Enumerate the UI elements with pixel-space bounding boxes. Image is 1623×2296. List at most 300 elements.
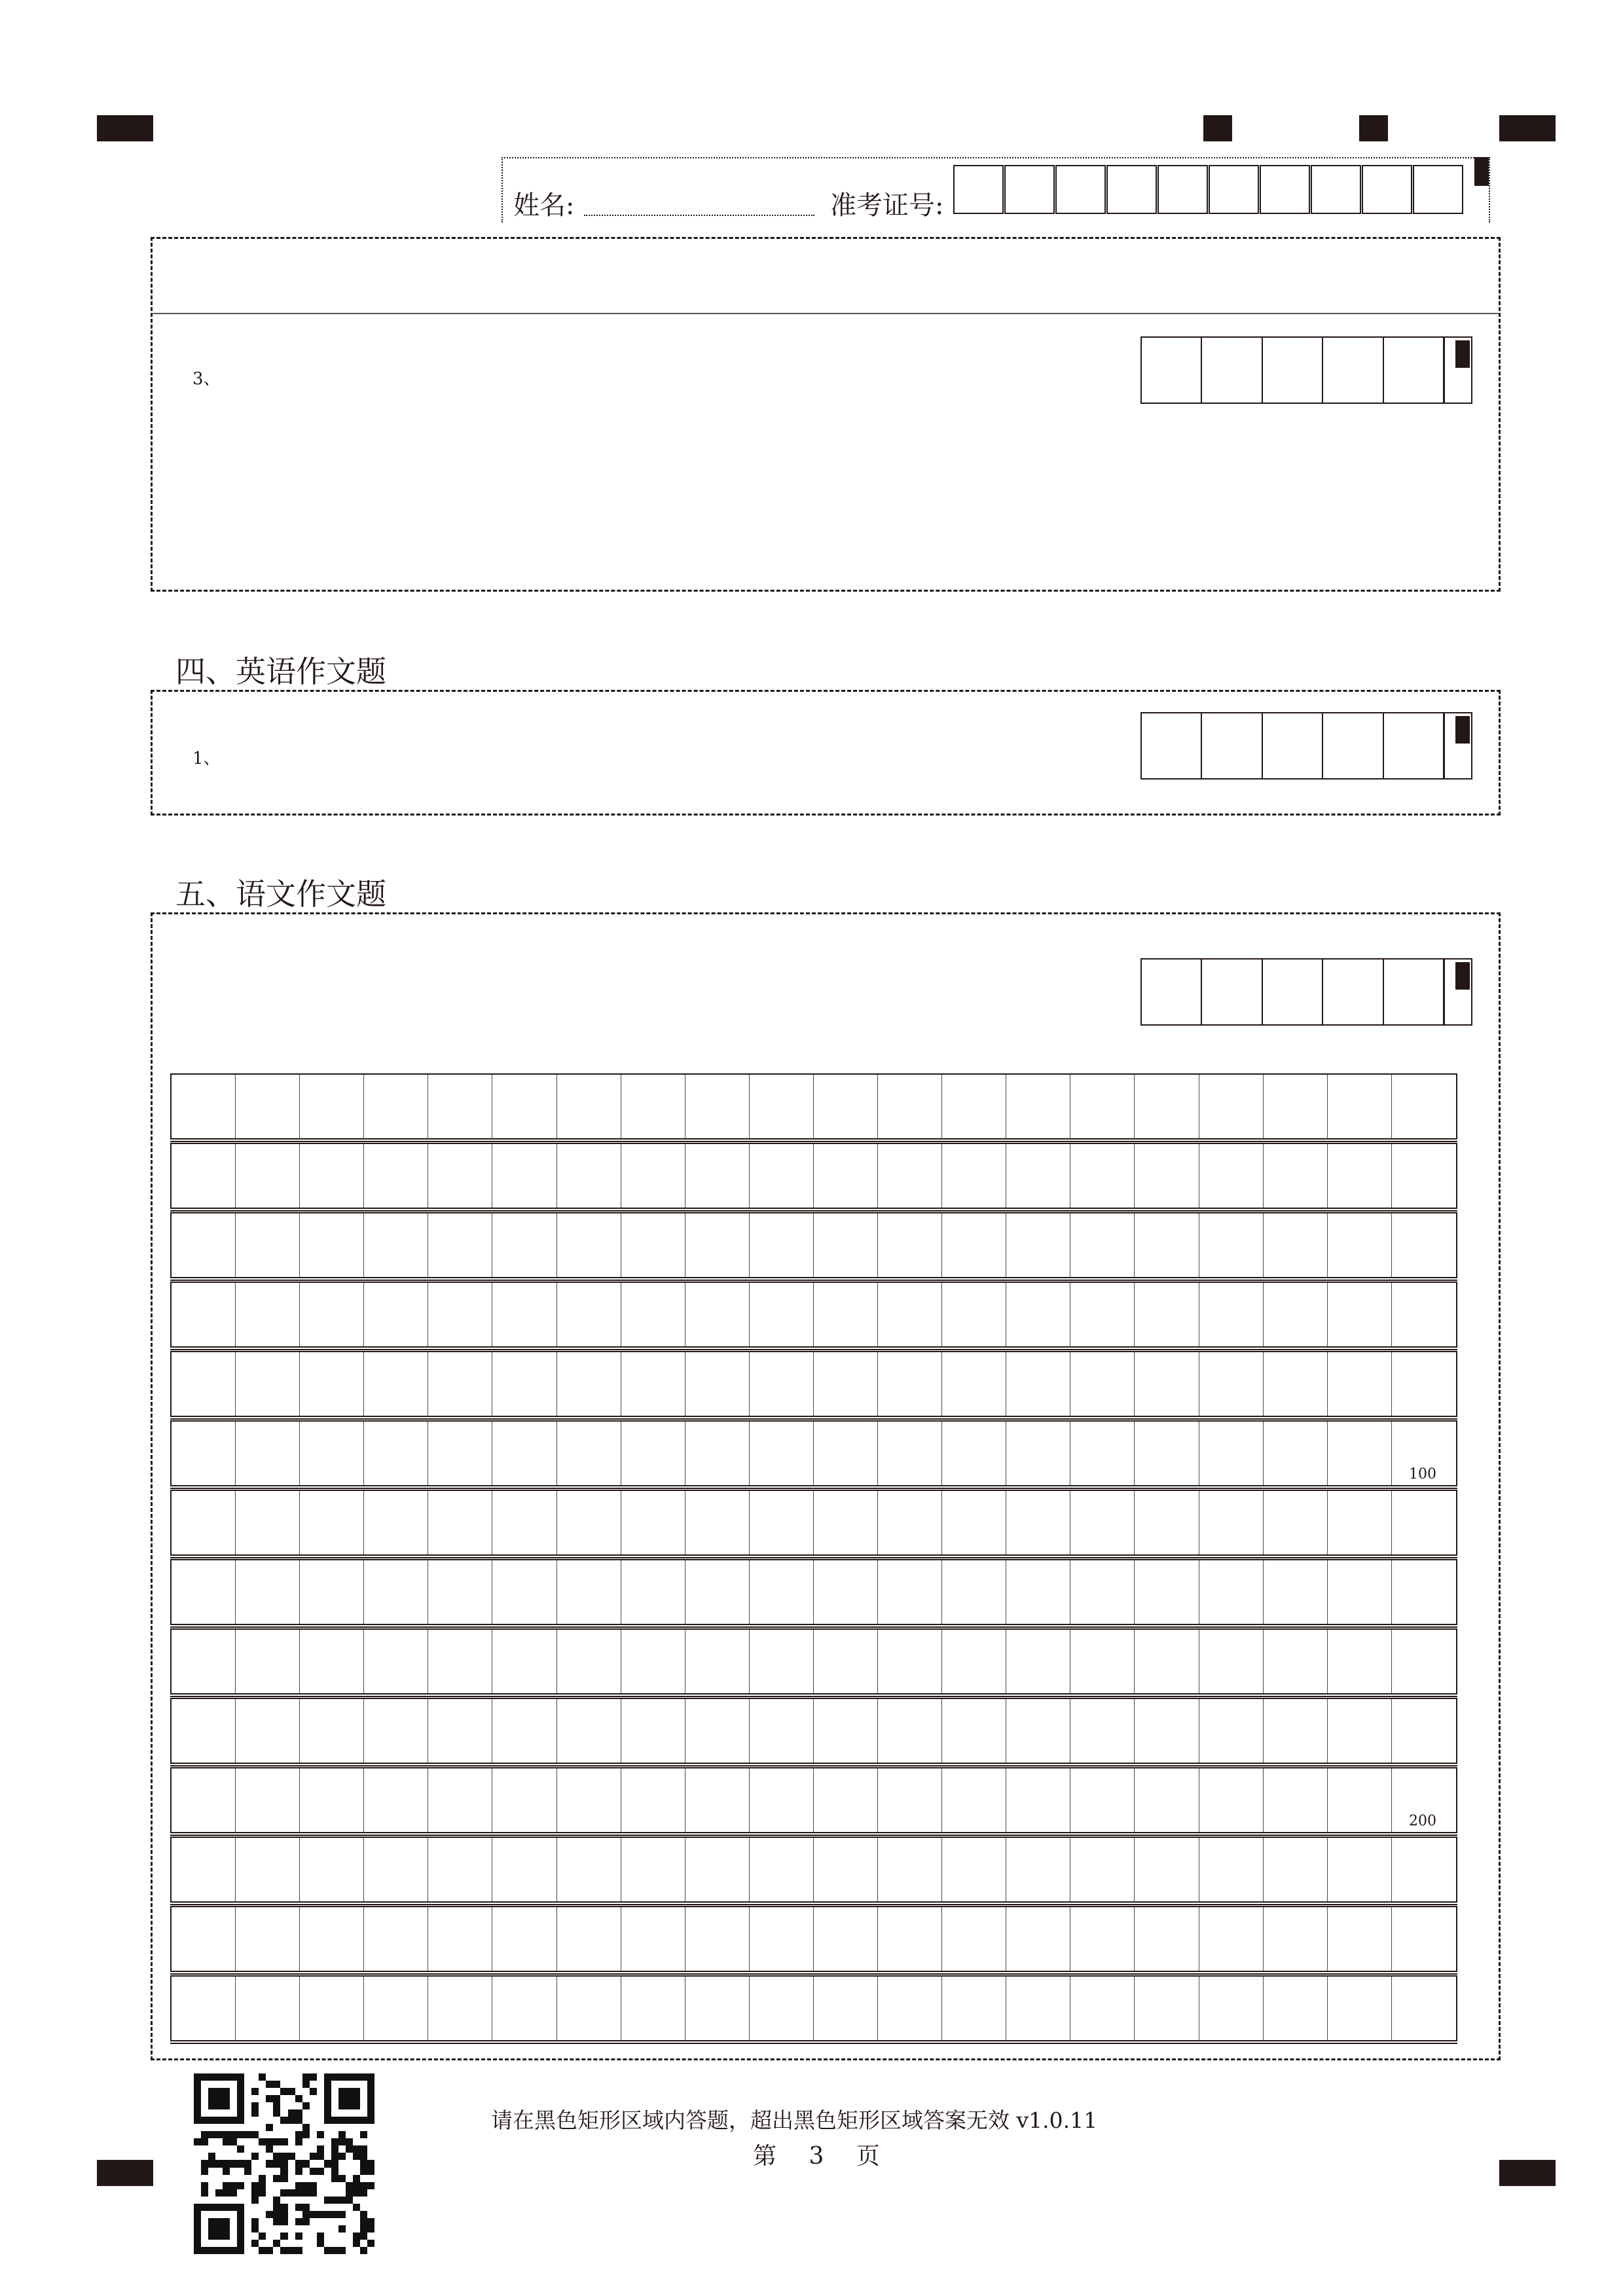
composition-cell[interactable] [942, 1422, 1006, 1485]
composition-cell[interactable] [300, 1630, 364, 1693]
composition-cell[interactable] [1006, 1699, 1070, 1763]
composition-cell[interactable] [814, 1352, 878, 1416]
composition-cell[interactable] [1392, 1907, 1456, 1971]
composition-cell[interactable] [493, 1768, 557, 1832]
composition-cell[interactable] [1328, 1075, 1392, 1138]
composition-cell[interactable] [1264, 1075, 1328, 1138]
composition-cell[interactable] [1264, 1907, 1328, 1971]
composition-cell[interactable] [878, 1213, 942, 1277]
composition-cell[interactable] [364, 1838, 428, 1901]
composition-cell[interactable] [300, 1213, 364, 1277]
composition-cell[interactable] [750, 1838, 814, 1901]
composition-cell[interactable] [685, 1977, 750, 2040]
composition-cell[interactable] [493, 1491, 557, 1554]
composition-cell[interactable] [1264, 1630, 1328, 1693]
composition-cell[interactable] [300, 1699, 364, 1763]
composition-cell[interactable] [1135, 1422, 1199, 1485]
composition-cell[interactable] [172, 1838, 236, 1901]
composition-cell[interactable] [814, 1075, 878, 1138]
score-cell[interactable] [1262, 958, 1323, 1026]
composition-cell[interactable] [1199, 1907, 1264, 1971]
composition-cell[interactable] [942, 1699, 1006, 1763]
composition-cell[interactable] [878, 1768, 942, 1832]
composition-cell[interactable] [493, 1977, 557, 2040]
composition-cell[interactable] [878, 1075, 942, 1138]
composition-cell[interactable] [1135, 1352, 1199, 1416]
composition-cell[interactable] [1264, 1491, 1328, 1554]
composition-cell[interactable] [1199, 1699, 1264, 1763]
score-cell[interactable] [1383, 958, 1444, 1026]
composition-cell[interactable] [557, 1075, 621, 1138]
composition-cell[interactable] [557, 1907, 621, 1971]
composition-cell[interactable] [1070, 1630, 1135, 1693]
composition-cell[interactable] [172, 1630, 236, 1693]
composition-cell[interactable] [428, 1144, 492, 1208]
composition-cell[interactable] [1070, 1422, 1135, 1485]
composition-cell[interactable] [1006, 1907, 1070, 1971]
composition-cell[interactable] [1392, 1630, 1456, 1693]
composition-cell[interactable] [814, 1422, 878, 1485]
composition-cell[interactable] [364, 1699, 428, 1763]
composition-cell[interactable] [493, 1422, 557, 1485]
score-box[interactable] [1140, 958, 1472, 1026]
composition-cell[interactable] [621, 1283, 685, 1346]
composition-cell[interactable] [1070, 1907, 1135, 1971]
composition-cell[interactable] [172, 1283, 236, 1346]
composition-cell[interactable] [1328, 1560, 1392, 1624]
composition-cell[interactable] [493, 1283, 557, 1346]
composition-cell[interactable] [493, 1075, 557, 1138]
composition-cell[interactable] [300, 1838, 364, 1901]
composition-cell[interactable] [1135, 1283, 1199, 1346]
composition-cell[interactable] [942, 1630, 1006, 1693]
composition-cell[interactable] [493, 1907, 557, 1971]
composition-cell[interactable] [942, 1075, 1006, 1138]
composition-cell[interactable] [750, 1907, 814, 1971]
composition-cell[interactable] [1392, 1075, 1456, 1138]
composition-cell[interactable] [236, 1144, 300, 1208]
score-cell[interactable] [1201, 712, 1262, 780]
composition-cell[interactable] [236, 1213, 300, 1277]
composition-cell[interactable] [621, 1977, 685, 2040]
score-cell[interactable] [1201, 336, 1262, 404]
composition-cell[interactable] [493, 1630, 557, 1693]
composition-cell[interactable] [236, 1768, 300, 1832]
composition-cell[interactable] [1328, 1907, 1392, 1971]
score-cell[interactable] [1383, 336, 1444, 404]
composition-cell[interactable] [172, 1560, 236, 1624]
composition-cell[interactable] [685, 1144, 750, 1208]
composition-cell[interactable] [172, 1075, 236, 1138]
composition-cell[interactable] [814, 1907, 878, 1971]
composition-cell[interactable] [1199, 1630, 1264, 1693]
composition-cell[interactable] [172, 1977, 236, 2040]
composition-cell[interactable] [428, 1283, 492, 1346]
composition-cell[interactable] [236, 1352, 300, 1416]
composition-cell[interactable] [1006, 1144, 1070, 1208]
composition-cell[interactable] [1006, 1560, 1070, 1624]
score-cell[interactable] [1262, 712, 1323, 780]
composition-cell[interactable] [557, 1560, 621, 1624]
composition-cell[interactable] [1328, 1422, 1392, 1485]
composition-cell[interactable] [428, 1630, 492, 1693]
composition-cell[interactable] [236, 1422, 300, 1485]
composition-cell[interactable] [1264, 1838, 1328, 1901]
composition-cell[interactable] [300, 1144, 364, 1208]
composition-cell[interactable] [942, 1768, 1006, 1832]
composition-cell[interactable] [493, 1144, 557, 1208]
composition-cell[interactable] [750, 1768, 814, 1832]
composition-cell[interactable] [942, 1838, 1006, 1901]
composition-cell[interactable] [172, 1422, 236, 1485]
composition-cell[interactable] [942, 1144, 1006, 1208]
composition-cell[interactable] [428, 1977, 492, 2040]
composition-cell[interactable] [300, 1422, 364, 1485]
composition-cell[interactable] [750, 1213, 814, 1277]
composition-cell[interactable] [685, 1422, 750, 1485]
score-cell[interactable] [1383, 712, 1444, 780]
composition-cell[interactable] [1070, 1838, 1135, 1901]
composition-cell[interactable] [878, 1144, 942, 1208]
composition-cell[interactable] [1328, 1768, 1392, 1832]
composition-cell[interactable] [300, 1075, 364, 1138]
composition-cell[interactable] [428, 1838, 492, 1901]
composition-cell[interactable] [621, 1630, 685, 1693]
score-box[interactable] [1140, 712, 1472, 780]
composition-cell[interactable] [814, 1144, 878, 1208]
composition-cell[interactable] [750, 1283, 814, 1346]
composition-cell[interactable] [621, 1560, 685, 1624]
composition-cell[interactable] [878, 1838, 942, 1901]
composition-cell[interactable] [1006, 1977, 1070, 2040]
composition-cell[interactable] [1328, 1213, 1392, 1277]
composition-cell[interactable] [621, 1768, 685, 1832]
composition-cell[interactable] [750, 1560, 814, 1624]
composition-cell[interactable] [1006, 1075, 1070, 1138]
composition-cell[interactable] [364, 1075, 428, 1138]
composition-cell[interactable] [814, 1560, 878, 1624]
name-field[interactable] [584, 215, 814, 216]
composition-cell[interactable] [364, 1907, 428, 1971]
composition-cell[interactable] [428, 1768, 492, 1832]
composition-cell[interactable] [428, 1422, 492, 1485]
composition-cell[interactable] [1392, 1144, 1456, 1208]
composition-cell[interactable] [172, 1352, 236, 1416]
composition-cell[interactable] [1135, 1977, 1199, 2040]
composition-cell[interactable] [1328, 1144, 1392, 1208]
score-cell[interactable] [1140, 712, 1202, 780]
composition-cell[interactable] [557, 1352, 621, 1416]
composition-cell[interactable] [685, 1768, 750, 1832]
composition-cell[interactable] [814, 1283, 878, 1346]
composition-cell[interactable] [750, 1491, 814, 1554]
composition-cell[interactable] [1070, 1491, 1135, 1554]
composition-cell[interactable] [236, 1977, 300, 2040]
composition-cell[interactable] [300, 1768, 364, 1832]
composition-cell[interactable] [1199, 1491, 1264, 1554]
composition-cell[interactable] [621, 1144, 685, 1208]
composition-cell[interactable] [878, 1699, 942, 1763]
composition-cell[interactable] [1070, 1768, 1135, 1832]
composition-cell[interactable] [878, 1422, 942, 1485]
composition-cell[interactable] [1199, 1075, 1264, 1138]
composition-cell[interactable] [1070, 1977, 1135, 2040]
composition-cell[interactable] [236, 1699, 300, 1763]
composition-cell[interactable] [300, 1352, 364, 1416]
composition-cell[interactable] [1135, 1144, 1199, 1208]
score-cell[interactable] [1201, 958, 1262, 1026]
composition-cell[interactable] [364, 1768, 428, 1832]
composition-cell[interactable] [1264, 1768, 1328, 1832]
composition-cell[interactable] [172, 1768, 236, 1832]
composition-cell[interactable] [493, 1699, 557, 1763]
composition-cell[interactable] [300, 1977, 364, 2040]
composition-cell[interactable] [557, 1699, 621, 1763]
composition-cell[interactable] [428, 1560, 492, 1624]
composition-cell[interactable] [1070, 1213, 1135, 1277]
composition-cell[interactable] [1264, 1422, 1328, 1485]
exam-id-digit-cell[interactable] [1158, 165, 1208, 214]
composition-cell[interactable] [1006, 1422, 1070, 1485]
composition-cell[interactable] [1006, 1768, 1070, 1832]
composition-cell[interactable] [1264, 1560, 1328, 1624]
score-cell[interactable] [1262, 336, 1323, 404]
composition-cell[interactable] [942, 1352, 1006, 1416]
composition-cell[interactable] [364, 1560, 428, 1624]
composition-cell[interactable] [685, 1907, 750, 1971]
composition-cell[interactable] [1135, 1768, 1199, 1832]
composition-cell[interactable] [1392, 1283, 1456, 1346]
composition-cell[interactable] [750, 1144, 814, 1208]
composition-cell[interactable] [814, 1213, 878, 1277]
composition-cell[interactable] [1328, 1283, 1392, 1346]
composition-cell[interactable] [493, 1560, 557, 1624]
composition-cell[interactable] [172, 1907, 236, 1971]
composition-cell[interactable] [942, 1907, 1006, 1971]
composition-cell[interactable] [1392, 1560, 1456, 1624]
exam-id-digit-cell[interactable] [1004, 165, 1055, 214]
composition-cell[interactable] [621, 1699, 685, 1763]
exam-id-digit-cell[interactable] [1311, 165, 1361, 214]
composition-cell[interactable] [1199, 1838, 1264, 1901]
composition-cell[interactable] [750, 1630, 814, 1693]
exam-id-digit-cell[interactable] [953, 165, 1004, 214]
composition-cell[interactable] [172, 1491, 236, 1554]
composition-cell[interactable] [1135, 1907, 1199, 1971]
composition-cell[interactable] [236, 1491, 300, 1554]
composition-cell[interactable] [557, 1213, 621, 1277]
composition-cell[interactable] [364, 1977, 428, 2040]
composition-cell[interactable] [557, 1630, 621, 1693]
composition-cell[interactable] [428, 1213, 492, 1277]
composition-cell[interactable] [1264, 1144, 1328, 1208]
composition-cell[interactable] [685, 1213, 750, 1277]
composition-cell[interactable] [878, 1283, 942, 1346]
composition-cell[interactable] [878, 1560, 942, 1624]
composition-cell[interactable] [878, 1491, 942, 1554]
exam-id-digit-cell[interactable] [1106, 165, 1157, 214]
composition-cell[interactable] [1135, 1630, 1199, 1693]
composition-cell[interactable] [557, 1491, 621, 1554]
composition-cell[interactable] [364, 1422, 428, 1485]
composition-cell[interactable] [1199, 1422, 1264, 1485]
composition-cell[interactable] [236, 1630, 300, 1693]
composition-cell[interactable] [750, 1075, 814, 1138]
composition-cell[interactable] [1070, 1075, 1135, 1138]
composition-cell[interactable] [1070, 1560, 1135, 1624]
composition-cell[interactable] [493, 1838, 557, 1901]
composition-cell[interactable] [1199, 1560, 1264, 1624]
composition-cell[interactable] [364, 1283, 428, 1346]
composition-cell[interactable] [236, 1907, 300, 1971]
composition-cell[interactable] [942, 1213, 1006, 1277]
composition-cell[interactable] [814, 1838, 878, 1901]
composition-cell[interactable] [557, 1144, 621, 1208]
composition-cell[interactable] [1264, 1283, 1328, 1346]
composition-cell[interactable] [942, 1491, 1006, 1554]
composition-cell[interactable] [557, 1977, 621, 2040]
composition-cell[interactable] [1392, 1491, 1456, 1554]
composition-cell[interactable] [621, 1075, 685, 1138]
composition-cell[interactable] [750, 1977, 814, 2040]
composition-cell[interactable] [1199, 1144, 1264, 1208]
composition-cell[interactable] [557, 1422, 621, 1485]
composition-cell[interactable] [364, 1352, 428, 1416]
composition-cell[interactable] [621, 1491, 685, 1554]
composition-cell[interactable] [1135, 1838, 1199, 1901]
composition-cell[interactable] [1392, 1213, 1456, 1277]
composition-cell[interactable] [685, 1075, 750, 1138]
composition-cell[interactable] [300, 1560, 364, 1624]
composition-cell[interactable] [1199, 1977, 1264, 2040]
composition-cell[interactable] [1070, 1283, 1135, 1346]
composition-cell[interactable] [428, 1699, 492, 1763]
score-box[interactable] [1140, 336, 1472, 404]
composition-cell[interactable] [236, 1283, 300, 1346]
composition-cell[interactable] [1199, 1768, 1264, 1832]
composition-cell[interactable] [1070, 1352, 1135, 1416]
composition-cell[interactable] [1264, 1699, 1328, 1763]
composition-cell[interactable] [428, 1491, 492, 1554]
composition-cell[interactable] [1006, 1491, 1070, 1554]
composition-cell[interactable] [814, 1768, 878, 1832]
composition-cell[interactable] [557, 1283, 621, 1346]
composition-cell[interactable] [1006, 1838, 1070, 1901]
composition-cell[interactable] [364, 1213, 428, 1277]
composition-cell[interactable] [814, 1977, 878, 2040]
composition-cell[interactable] [236, 1838, 300, 1901]
composition-cell[interactable] [1006, 1283, 1070, 1346]
composition-cell[interactable] [1264, 1213, 1328, 1277]
composition-cell[interactable] [750, 1352, 814, 1416]
composition-cell[interactable] [621, 1352, 685, 1416]
composition-cell[interactable] [1392, 1699, 1456, 1763]
composition-cell[interactable] [1264, 1352, 1328, 1416]
composition-cell[interactable] [493, 1352, 557, 1416]
composition-cell[interactable] [300, 1491, 364, 1554]
composition-cell[interactable] [428, 1075, 492, 1138]
composition-cell[interactable] [364, 1144, 428, 1208]
composition-cell[interactable] [1328, 1977, 1392, 2040]
composition-cell[interactable] [814, 1699, 878, 1763]
composition-cell[interactable] [750, 1699, 814, 1763]
exam-id-digit-cell[interactable] [1362, 165, 1412, 214]
score-cell[interactable] [1322, 712, 1383, 780]
composition-cell[interactable] [557, 1768, 621, 1832]
score-cell[interactable] [1322, 958, 1383, 1026]
composition-cell[interactable] [1328, 1491, 1392, 1554]
composition-cell[interactable] [814, 1630, 878, 1693]
composition-cell[interactable] [1264, 1977, 1328, 2040]
composition-cell[interactable] [878, 1352, 942, 1416]
composition-cell[interactable] [814, 1491, 878, 1554]
composition-cell[interactable] [493, 1213, 557, 1277]
composition-cell[interactable] [557, 1838, 621, 1901]
composition-cell[interactable] [300, 1283, 364, 1346]
composition-cell[interactable] [1135, 1699, 1199, 1763]
composition-cell[interactable] [1392, 1977, 1456, 2040]
composition-cell[interactable] [750, 1422, 814, 1485]
composition-cell[interactable] [1328, 1699, 1392, 1763]
composition-cell[interactable] [1328, 1352, 1392, 1416]
composition-cell[interactable] [942, 1560, 1006, 1624]
composition-cell[interactable] [1328, 1838, 1392, 1901]
composition-cell[interactable] [621, 1213, 685, 1277]
composition-cell[interactable] [428, 1352, 492, 1416]
composition-cell[interactable] [878, 1630, 942, 1693]
composition-cell[interactable] [1199, 1213, 1264, 1277]
composition-cell[interactable] [364, 1630, 428, 1693]
exam-id-digit-cell[interactable] [1055, 165, 1106, 214]
composition-cell[interactable] [172, 1213, 236, 1277]
composition-cell[interactable] [1328, 1630, 1392, 1693]
composition-cell[interactable] [621, 1838, 685, 1901]
composition-cell[interactable] [621, 1907, 685, 1971]
composition-cell[interactable] [942, 1977, 1006, 2040]
composition-cell[interactable] [1135, 1560, 1199, 1624]
composition-cell[interactable] [1135, 1491, 1199, 1554]
composition-cell[interactable] [1392, 1352, 1456, 1416]
exam-id-digit-cell[interactable] [1209, 165, 1259, 214]
composition-cell[interactable] [300, 1907, 364, 1971]
score-cell[interactable] [1140, 336, 1202, 404]
composition-cell[interactable] [1006, 1630, 1070, 1693]
composition-cell[interactable] [236, 1075, 300, 1138]
answer-area-question-3[interactable] [151, 237, 1501, 592]
composition-cell[interactable] [1006, 1213, 1070, 1277]
composition-cell[interactable] [428, 1907, 492, 1971]
composition-cell[interactable] [236, 1560, 300, 1624]
composition-cell[interactable] [685, 1352, 750, 1416]
exam-id-digit-cell[interactable] [1260, 165, 1310, 214]
exam-id-digit-cell[interactable] [1413, 165, 1463, 214]
composition-cell[interactable] [1006, 1352, 1070, 1416]
composition-cell[interactable] [1199, 1352, 1264, 1416]
composition-cell[interactable] [942, 1283, 1006, 1346]
score-cell[interactable] [1322, 336, 1383, 404]
composition-cell[interactable] [685, 1838, 750, 1901]
composition-cell[interactable] [878, 1907, 942, 1971]
composition-cell[interactable] [364, 1491, 428, 1554]
composition-cell[interactable] [1070, 1144, 1135, 1208]
composition-cell[interactable] [1392, 1838, 1456, 1901]
composition-cell[interactable] [1135, 1075, 1199, 1138]
composition-cell[interactable] [685, 1283, 750, 1346]
composition-cell[interactable] [685, 1630, 750, 1693]
composition-cell[interactable] [685, 1491, 750, 1554]
score-cell[interactable] [1140, 958, 1202, 1026]
composition-cell[interactable] [1135, 1213, 1199, 1277]
